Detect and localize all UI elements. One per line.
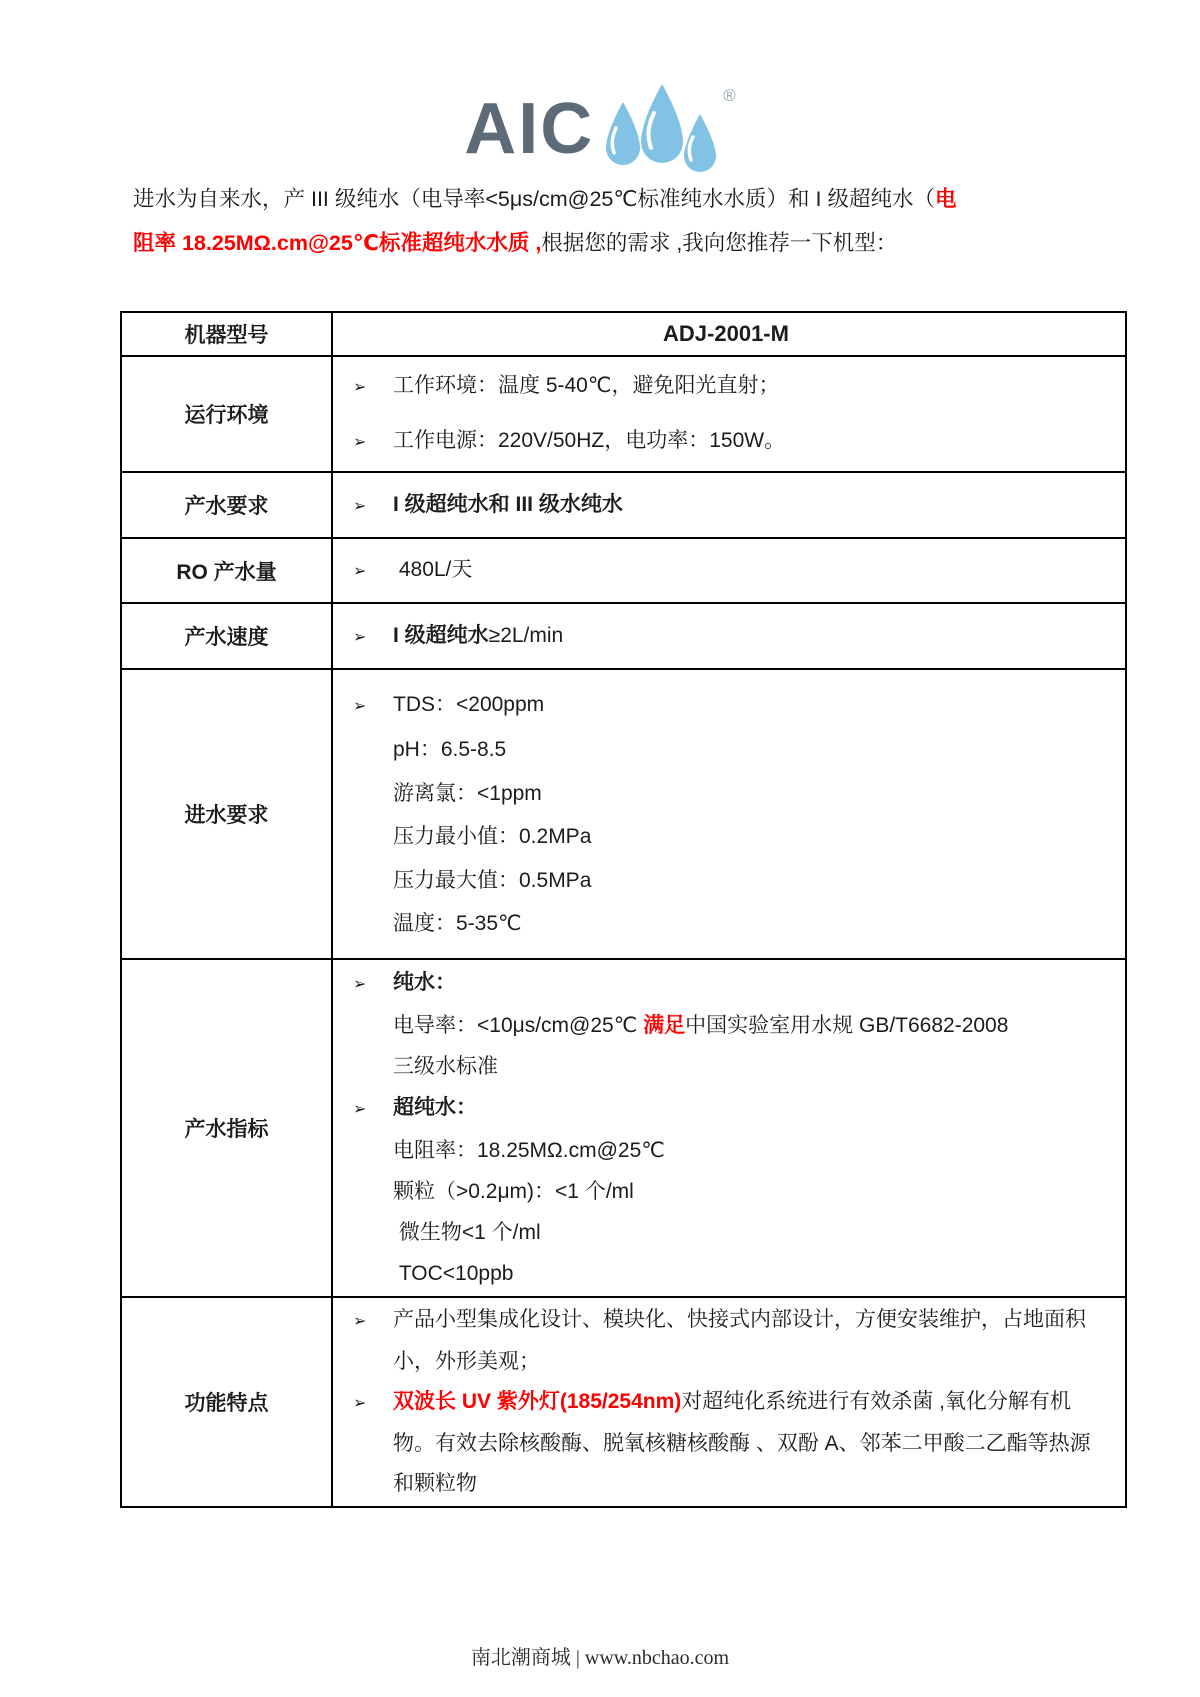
arrow-bullet-icon: ➢ (353, 434, 367, 451)
row-label: 产水要求 (121, 472, 332, 538)
spec-line (353, 359, 1099, 414)
text-segment: 游离氯：<1ppm (393, 781, 542, 805)
row-label: 运行环境 (121, 356, 332, 472)
text-segment: 纯水： (393, 971, 456, 994)
brand-logo-text: AIC (464, 89, 595, 169)
row-content (332, 669, 1126, 959)
arrow-bullet-icon: ➢ (353, 976, 367, 993)
intro-line (133, 177, 956, 221)
text-segment: 双波长 UV 紫外灯(185/254nm) (393, 1390, 682, 1413)
text-segment: 三级水标准 (393, 1055, 498, 1078)
text-segment: 480L/天 (393, 558, 473, 581)
model-label: 机器型号 (121, 312, 332, 356)
arrow-bullet-icon: ➢ (353, 563, 367, 580)
water-drops-icon (604, 82, 722, 177)
footer-credit: 南北潮商城 | www.nbchao.com (470, 1647, 730, 1669)
spec-table-body (121, 356, 1126, 1507)
table-row (121, 356, 1126, 472)
brand-logo (0, 82, 1200, 177)
row-label: 功能特点 (121, 1297, 332, 1507)
text-segment: 工作电源：220V/50HZ，电功率：150W。 (393, 429, 786, 452)
text-segment: 阻率 18.25MΩ.cm@25℃标准超纯水水质 , (133, 231, 542, 255)
spec-line (353, 728, 1099, 772)
text-segment: 根据您的需求 ,我向您推荐一下机型： (541, 231, 898, 255)
row-content (332, 1297, 1126, 1507)
text-segment: 中国实验室用水规 GB/T6682-2008 (685, 1014, 1009, 1037)
spec-line (353, 1253, 1099, 1294)
text-segment: 压力最小值：0.2MPa (393, 825, 592, 848)
text-segment: 压力最大值：0.5MPa (393, 868, 592, 892)
row-label: 产水指标 (121, 959, 332, 1297)
spec-line (353, 483, 1099, 528)
text-segment: 电导率：<10μs/cm@25℃ (393, 1014, 644, 1037)
spec-line (353, 548, 1099, 593)
water-drop-icon (641, 84, 683, 163)
text-segment: 对超纯化系统进行有效杀菌 ,氧化分解有机物。有效去除核酸酶、脱氧核糖核酸酶 、双酚 A、邻苯二甲酸二乙酯等热源和颗粒物 (393, 1390, 1091, 1495)
text-segment: I 级超纯水 (393, 623, 489, 647)
spec-line (353, 815, 1099, 859)
table-row (121, 959, 1126, 1297)
spec-table (120, 311, 1127, 1508)
text-segment: 电阻率：18.25MΩ.cm@25℃ (393, 1139, 665, 1162)
text-segment: 工作环境：温度 5-40℃，避免阳光直射； (393, 374, 780, 397)
text-segment: 微生物<1 个/ml (393, 1221, 541, 1244)
row-label: 产水速度 (121, 603, 332, 669)
text-segment: TDS：<200ppm (393, 692, 545, 716)
text-segment: 颗粒（>0.2μm)：<1 个/ml (393, 1180, 634, 1203)
spec-line (353, 1171, 1099, 1212)
table-row (121, 1297, 1126, 1507)
text-segment: I 级超纯水和 III 级水纯水 (393, 492, 623, 516)
model-value: ADJ-2001-M (332, 312, 1126, 356)
table-header-row (121, 312, 1126, 356)
spec-line (353, 1005, 1099, 1046)
table-row (121, 538, 1126, 603)
spec-line (353, 1212, 1099, 1253)
intro-line (133, 221, 956, 265)
water-drop-icon (606, 102, 640, 165)
row-content (332, 472, 1126, 538)
spec-line (353, 614, 1099, 659)
text-segment: TOC<10ppb (393, 1262, 514, 1285)
table-row (121, 472, 1126, 538)
arrow-bullet-icon: ➢ (353, 379, 367, 396)
spec-line (353, 902, 1099, 946)
table-row (121, 669, 1126, 959)
arrow-bullet-icon: ➢ (353, 1101, 367, 1118)
water-drop-icon (684, 114, 716, 172)
spec-line (353, 962, 1099, 1005)
spec-line (353, 859, 1099, 903)
row-content (332, 603, 1126, 669)
spec-line (353, 1300, 1099, 1382)
text-segment: 满足 (643, 1014, 686, 1037)
spec-line (353, 1382, 1099, 1504)
arrow-bullet-icon: ➢ (353, 1313, 367, 1330)
arrow-bullet-icon: ➢ (353, 497, 367, 515)
arrow-bullet-icon: ➢ (353, 697, 367, 715)
text-segment: 进水为自来水，产 III 级纯水（电导率<5μs/cm@25℃标准纯水水质）和 I 级超纯水（ (133, 187, 935, 211)
text-segment: 产品小型集成化设计、模块化、快接式内部设计，方便安装维护，占地面积小，外形美观； (393, 1308, 1086, 1373)
intro-paragraph (133, 177, 956, 265)
row-label: 进水要求 (121, 669, 332, 959)
table-row (121, 603, 1126, 669)
spec-line (353, 683, 1099, 729)
row-content (332, 356, 1126, 472)
spec-line (353, 414, 1099, 469)
spec-line (353, 1130, 1099, 1171)
text-segment: 超纯水： (393, 1096, 477, 1119)
text-segment: 温度：5-35℃ (393, 912, 522, 935)
spec-line (353, 1046, 1099, 1087)
text-segment: 电 (934, 187, 957, 211)
arrow-bullet-icon: ➢ (353, 628, 367, 646)
text-segment: ≥2L/min (488, 623, 564, 647)
row-label: RO 产水量 (121, 538, 332, 603)
spec-line (353, 772, 1099, 816)
row-content (332, 959, 1126, 1297)
spec-line (353, 1087, 1099, 1130)
arrow-bullet-icon: ➢ (353, 1395, 367, 1412)
row-content (332, 538, 1126, 603)
registered-trademark-icon: ® (723, 86, 736, 105)
text-segment: pH：6.5-8.5 (393, 738, 507, 761)
